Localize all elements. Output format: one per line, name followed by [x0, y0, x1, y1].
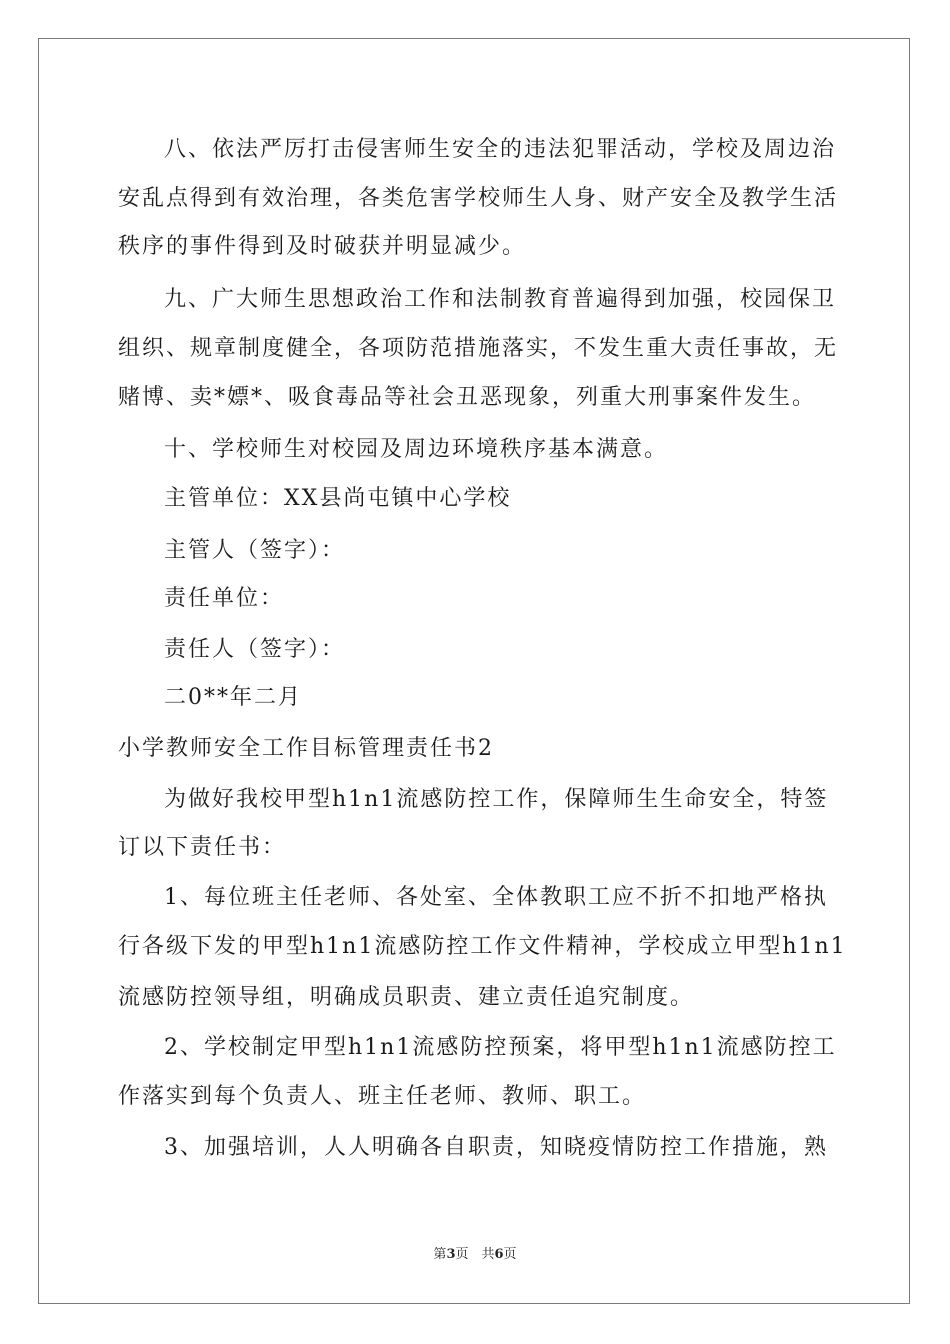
paragraph-8-line-1: 八、依法严厉打击侵害师生安全的违法犯罪活动，学校及周边治	[164, 137, 837, 162]
total-page-number: 6	[494, 1247, 504, 1262]
item-2-line-1: 2、学校制定甲型h1n1流感防控预案，将甲型h1n1流感防控工	[164, 1035, 837, 1060]
section-title: 小学教师安全工作目标管理责任书2	[118, 736, 494, 761]
item-2-line-2: 作落实到每个负责人、班主任老师、教师、职工。	[118, 1084, 647, 1109]
paragraph-8-line-2: 安乱点得到有效治理，各类危害学校师生人身、财产安全及教学生活	[118, 186, 839, 211]
page-suffix: 页	[503, 1247, 517, 1262]
paragraph-9-line-1: 九、广大师生思想政治工作和法制教育普遍得到加强，校园保卫	[164, 287, 837, 312]
page-footer	[0, 1246, 950, 1264]
paragraph-10: 十、学校师生对校园及周边环境秩序基本满意。	[164, 437, 669, 462]
item-1-line-2: 行各级下发的甲型h1n1流感防控工作文件精神，学校成立甲型h1n1	[118, 934, 847, 959]
page-mid: 页 共	[455, 1247, 495, 1262]
responsible-person-signature: 责任人（签字）：	[164, 637, 346, 662]
paragraph-9-line-3: 赌博、卖*嫖*、吸食毒品等社会丑恶现象，列重大刑事案件发生。	[118, 385, 817, 410]
page-border	[38, 38, 910, 1304]
document-date: 二0**年二月	[164, 685, 302, 710]
page-prefix: 第	[433, 1247, 447, 1262]
paragraph-9-line-2: 组织、规章制度健全，各项防范措施落实，不发生重大责任事故，无	[118, 336, 839, 361]
item-3-line-1: 3、加强培训，人人明确各自职责，知晓疫情防控工作措施，熟	[164, 1135, 828, 1160]
paragraph-8-line-3: 秩序的事件得到及时破获并明显减少。	[118, 234, 527, 259]
responsible-unit: 责任单位：	[164, 586, 285, 611]
item-1-line-1: 1、每位班主任老师、各处室、全体教职工应不折不扣地严格执	[164, 885, 828, 910]
supervising-unit: 主管单位：XX县尚屯镇中心学校	[164, 486, 512, 511]
item-1-line-3: 流感防控领导组，明确成员职责、建立责任追究制度。	[118, 985, 695, 1010]
current-page-number: 3	[446, 1247, 456, 1262]
intro-line-1: 为做好我校甲型h1n1流感防控工作，保障师生生命安全，特签	[164, 787, 829, 812]
intro-line-2: 订以下责任书：	[118, 835, 287, 860]
supervisor-signature: 主管人（签字）：	[164, 538, 346, 563]
